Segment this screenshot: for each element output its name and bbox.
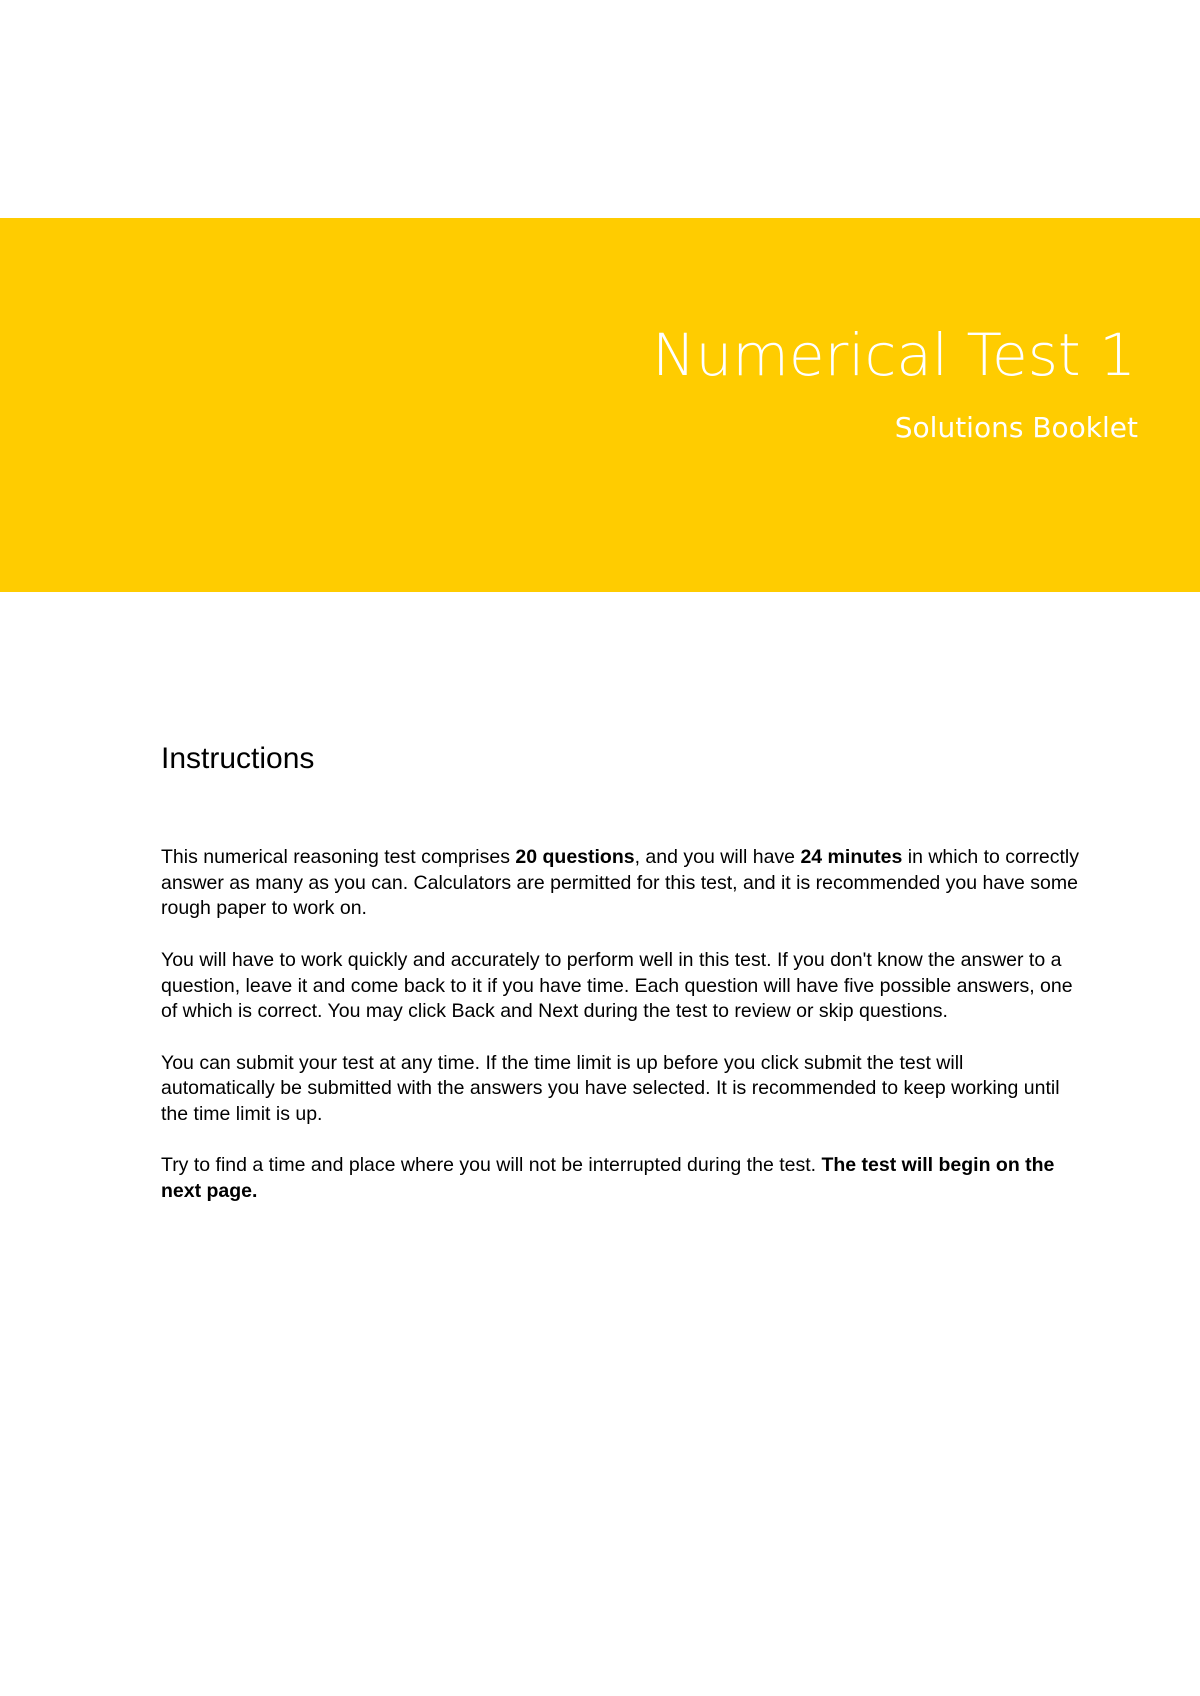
document-title: Numerical Test 1: [652, 321, 1136, 389]
instructions-body: [161, 845, 1081, 1230]
instructions-heading: Instructions: [161, 742, 315, 775]
text: in which to correctly answer as many as you can. Calculators are permitted for this test, and it is recommended you have some rough paper to work on.: [161, 846, 1079, 920]
instructions-paragraph-1: [161, 845, 1081, 922]
time-limit: 24 minutes: [800, 846, 903, 868]
begin-note: The test will begin on the next page.: [161, 1154, 1055, 1203]
cover-banner: [0, 218, 1200, 592]
instructions-paragraph-2: You will have to work quickly and accurately to perform well in this test. If you don't know the answer to a question, leave it and come back to it if you have time. Each question will have five possible answers, one of which is correct. You may click Back and Next during the test to review or skip questions.: [161, 948, 1073, 1023]
instructions-paragraph-4: [161, 1153, 1081, 1204]
text: Try to find a time and place where you will not be interrupted during the test.: [161, 1154, 822, 1177]
document-subtitle: Solutions Booklet: [894, 411, 1138, 444]
question-count: 20 questions: [515, 846, 635, 868]
text: This numerical reasoning test comprises: [161, 846, 516, 868]
instructions-paragraph-3: You can submit your test at any time. If the time limit is up before you click submit the test will automatically be submitted with the answers you have selected. It is recommended to keep working until the time limit is up.: [161, 1051, 1060, 1125]
text: , and you will have: [634, 846, 801, 868]
